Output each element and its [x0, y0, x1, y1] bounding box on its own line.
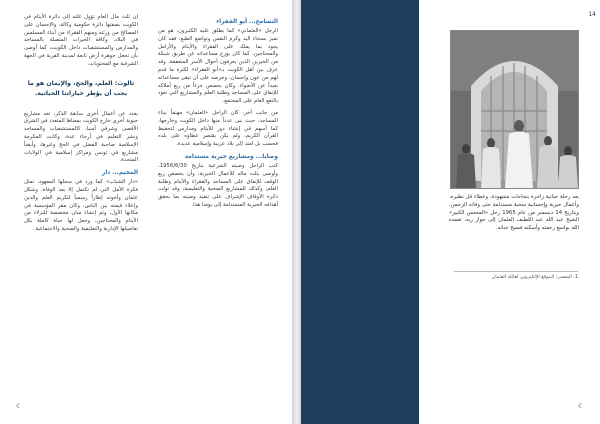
paragraph-tolerance: الرجل «العثماني» كما يطلق عليه الكثيرون، هو من تميز بسخاء اليد وكرم النفس وتواضع الطبع، فقد كان يجود بما يملك على الفقراء والأيتام والأرامل والمحتاجين، كما كان يوزع مساعداته عن طريق شبكة من الخيرين الذين يعرفون أحوال الأسر المتعففة، وقد عرف بين أهل الكويت بـ«أبو الفقراء» لكثرة ما قدم لهم من عون وإحسان، وحرصه على أن تبقى مساعداته بعيداً عن الأضواء. وكان يخصص جزءاً من ريع أملاكه للإنفاق على المساجد وطلبة العلم والمشاريع التي تعود بالنفع العام على المجتمع.: [158, 28, 278, 105]
section-heading-tolerance: التسامح... أبو الفقراء: [216, 19, 278, 25]
column-left: [24, 14, 138, 238]
historic-photo: [450, 30, 579, 189]
paragraph-dar: «دار الشباب» كما ورد في سجلها المعهود، تمثل فكرة الأمل التي لم تكتمل إلا بعد الوفاة، وشكل عثمان وأخوته إطاراً رسمياً لتكريم العلم والدين وإعلاء قيمته بين الناس، وكان مقر المؤسسة في مكانها الأول، وتم إنشاء مبان مخصصة للنزلاء من الأيتام والمحتاجين، وجعل لها حياة كاملة بكل تفاصيلها الإدارية والتعليمية والصحية والاجتماعية.: [24, 179, 138, 232]
photo-caption: بعد رحلة حياتية زاخرة بنجاحات مشهودة، وعطاء قل نظيره، وأعمال خيرية وإحسانية سخية مستدامة حتى وفاته الرحمن، وبتاريخ 14 ديسمبر من عام 1965 رحل «المحسن الكبير» الشيخ عبد الله عبد اللطيف العثمان إلى جوار ربه، تغمده الله بواسع رحمته وأسكنه فسيح جنانه.: [449, 194, 579, 232]
paragraph-projects: يعدد عن أعمال أخرى سابقة الذكر، تعد مشاريع حيوية أخرى خارج الكويت بمعناها المتعدد في الشرق الأقصى وشرقي آسيا، كالمستشفيات والمساجد ونشر التعليم في أرجاء عدة، وكانت المكرمة الإسلامية صاحبة الفضل في الحج وغيرها، وأيضاً مشاريع في تونس ومراكز إسلامية في الولايات المتحدة.: [24, 110, 138, 164]
paragraph-wills: كتب الراحل وصيته الشرعية بتاريخ 1956/6/30، وأوصى بثلث ماله للأعمال الخيرية، وأن يخصص ريع الوقف للإنفاق على المساجد والفقراء والأيتام وطلبة العلم، وكذلك للمشاريع الصحية والتعليمية، وقد تولت دائرة الأوقاف الإشراف على تنفيذ وصيته بما يحقق أهدافه الخيرية المستدامة إلى يومنا هذا.: [158, 162, 278, 208]
crescent-ornament-icon: ☾: [578, 402, 585, 410]
source-footnote: 1. المصدر: الموقع الإلكتروني لعائلة العثمان: [454, 271, 578, 280]
intro-paragraph: إن ثلث مال العام تؤول غلته إلى دائرة الأيتام في الكويت بصفتها دائرة حكومية وكالة، والإحسان على المصالح من ورثته ومنهم الفقراء من أبناء المسلمين في البلاد، وكافة الخيرات المتصلة بالمساجد والمدارس والمستشفيات داخل الكويت، كما أوصى بأن تجعل جوهرة أرض تابعة لمدينة القرية في الجهة الشرقية مع المحتويات.: [24, 14, 138, 67]
photo-illustration: [451, 31, 578, 188]
section-heading-dar: المخيم... دار: [101, 170, 138, 177]
blue-band: [301, 0, 419, 424]
pull-quote: ثالوث: العلم، والحج، والإيمان هو ما يجب أن يؤطر خياراتنا الحياتية.: [27, 79, 135, 97]
book-spine: [292, 0, 301, 424]
column-right: [158, 14, 278, 214]
paragraph-mosques: من جانب آخر، كان الراحل «العثمان» مهتماً ببناء المساجد، حيث بنى عدداً منها داخل الكويت وخارجها، كما أسهم في إنشاء دور للأيتام ومدارس لتحفيظ القرآن الكريم، ولم يكن يقتصر عطاؤه على بلده فحسب بل امتد إلى بلاد عربية وإسلامية عديدة.: [158, 109, 278, 148]
page-number: 14: [588, 11, 596, 18]
crescent-ornament-icon: ☾: [16, 402, 23, 410]
section-heading-wills: وصايا... ومشاريع خيرية مستدامة: [184, 153, 278, 160]
